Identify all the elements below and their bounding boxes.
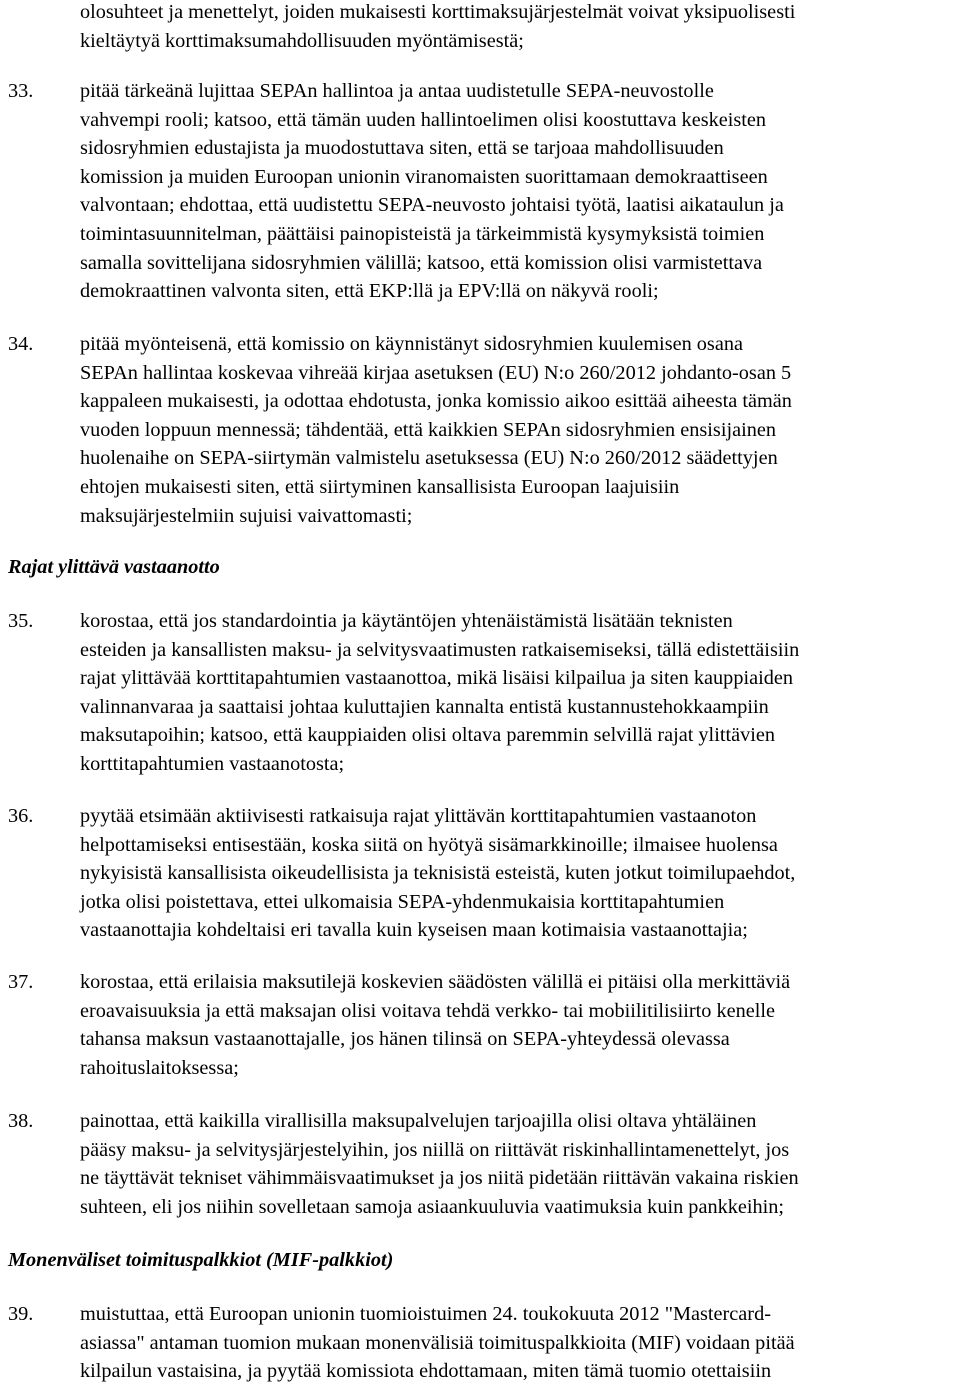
text-line: suhteen, eli jos niihin sovelletaan samoja asiaankuuluvia vaatimuksia kuin pankkeihin; bbox=[80, 1195, 785, 1218]
paragraph-number: 38. bbox=[8, 1110, 34, 1132]
text-line: maksutapoihin; katsoo, että kauppiaiden olisi oltava paremmin selvillä rajat ylittävien bbox=[80, 724, 776, 747]
text-line: sidosryhmien edustajista ja muodostuttava siten, että se tarjoaa mahdollisuuden bbox=[80, 137, 724, 160]
text-line: valinnanvaraa ja saattaisi johtaa kuluttajien kannalta entistä kustannustehokkaampiin bbox=[80, 695, 769, 718]
text-line: maksujärjestelmiin sujuisi vaivattomasti; bbox=[80, 504, 413, 527]
text-line: komission ja muiden Euroopan unionin viranomaisten suorittamaan demokraattiseen bbox=[80, 165, 768, 188]
text-line: muistuttaa, että Euroopan unionin tuomioistuimen 24. toukokuuta 2012 "Mastercard- bbox=[80, 1303, 771, 1325]
text-line: kilpailun vastaisina, ja pyytää komissiota ehdottamaan, miten tämä tuomio otettaisiin bbox=[80, 1360, 772, 1383]
text-line: demokraattinen valvonta siten, että EKP:llä ja EPV:llä on näkyvä rooli; bbox=[80, 280, 659, 303]
paragraph-number: 35. bbox=[8, 610, 34, 632]
paragraph-number: 34. bbox=[8, 333, 34, 355]
text-line: jotka olisi poistettava, ettei ulkomaisia SEPA-yhdenmukaisia korttitapahtumien bbox=[80, 890, 725, 913]
section-heading-cross-border: Rajat ylittävä vastaanotto bbox=[8, 556, 220, 578]
text-line: huolenaihe on SEPA-siirtymän valmistelu asetuksessa (EU) N:o 260/2012 säädettyjen bbox=[80, 447, 778, 470]
text-line: samalla sovittelijana sidosryhmien välillä; katsoo, että komission olisi varmistettava bbox=[80, 251, 763, 274]
text-line: asiassa" antaman tuomion mukaan monenvälisiä toimituspalkkioita (MIF) voidaan pitää bbox=[80, 1331, 795, 1354]
text-line: SEPAn hallintaa koskevaa vihreää kirjaa asetuksen (EU) N:o 260/2012 johdanto-osan 5 bbox=[80, 361, 792, 384]
text-line: valvontaan; ehdottaa, että uudistettu SEPA-neuvosto johtaisi työtä, laatisi aikataulun ja bbox=[80, 194, 784, 217]
section-heading-mif: Monenväliset toimituspalkkiot (MIF-palkkiot) bbox=[8, 1249, 394, 1271]
text-line: rahoituslaitoksessa; bbox=[80, 1056, 239, 1079]
text-line: pitää myönteisenä, että komissio on käynnistänyt sidosryhmien kuulemisen osana bbox=[80, 333, 743, 355]
paragraph-number: 37. bbox=[8, 971, 34, 993]
paragraph-number: 33. bbox=[8, 80, 34, 102]
paragraph-number: 39. bbox=[8, 1303, 34, 1325]
text-line: korttitapahtumien vastaanotosta; bbox=[80, 752, 345, 775]
text-line: tahansa maksun vastaanottajalle, jos hänen tilinsä on SEPA-yhteydessä olevassa bbox=[80, 1028, 730, 1051]
text-line: korostaa, että jos standardointia ja käytäntöjen yhtenäistämistä lisätään teknisten bbox=[80, 610, 733, 632]
text-line: toimintasuunnitelman, päättäisi painopisteistä ja tärkeimmistä kysymyksistä toimien bbox=[80, 222, 765, 245]
text-line: pääsy maksu- ja selvitysjärjestelyihin, jos niillä on riittävät riskinhallintamenettelyt, jos bbox=[80, 1138, 790, 1161]
text-line: eroavaisuuksia ja että maksajan olisi voitava tehdä verkko- tai mobiilitilisiirto kenelle bbox=[80, 999, 775, 1022]
text-line: pitää tärkeänä lujittaa SEPAn hallintoa ja antaa uudistetulle SEPA-neuvostolle bbox=[80, 80, 714, 102]
text-line: painottaa, että kaikilla virallisilla maksupalvelujen tarjoajilla olisi oltava yhtäläinen bbox=[80, 1110, 757, 1132]
text-line: olosuhteet ja menettelyt, joiden mukaisesti korttimaksujärjestelmät voivat yksipuolisesti bbox=[80, 1, 796, 23]
text-line: kappaleen mukaisesti, ja odottaa ehdotusta, jonka komissio aikoo esittää aiheesta tämän bbox=[80, 390, 792, 413]
text-line: ehtojen mukaisesti siten, että siirtyminen kansallisista Euroopan laajuisiin bbox=[80, 475, 680, 498]
text-line: helpottamiseksi entisestään, koska siitä on hyötyä sisämarkkinoille; ilmaisee huolensa bbox=[80, 833, 778, 856]
text-line: vuoden loppuun mennessä; tähdentää, että kaikkien SEPAn sidosryhmien ensisijainen bbox=[80, 418, 777, 441]
text-line: esteiden ja kansallisten maksu- ja selvitysvaatimusten ratkaisemiseksi, tällä edistettäisiin bbox=[80, 638, 800, 661]
text-line: rajat ylittävää korttitapahtumien vastaanottoa, mikä lisäisi kilpailua ja siten kauppiaiden bbox=[80, 667, 794, 690]
text-line: kieltäytyä korttimaksumahdollisuuden myöntämisestä; bbox=[80, 29, 524, 52]
text-line: ne täyttävät tekniset vähimmäisvaatimukset ja jos niitä pidetään riittävän vakaina riskien bbox=[80, 1167, 799, 1190]
text-line: pyytää etsimään aktiivisesti ratkaisuja rajat ylittävän korttitapahtumien vastaanoton bbox=[80, 805, 757, 827]
text-line: korostaa, että erilaisia maksutilejä koskevien säädösten välillä ei pitäisi olla merkittäviä bbox=[80, 971, 791, 993]
text-line: vahvempi rooli; katsoo, että tämän uuden hallintoelimen olisi koostuttava keskeisten bbox=[80, 108, 767, 131]
text-line: vastaanottajia kohdeltaisi eri tavalla kuin kyseisen maan kotimaisia vastaanottajia; bbox=[80, 919, 748, 942]
text-line: nykyisistä kansallisista oikeudellisista ja teknisistä esteistä, kuten jotkut toimilupaehdot, bbox=[80, 862, 796, 885]
paragraph-number: 36. bbox=[8, 805, 34, 827]
